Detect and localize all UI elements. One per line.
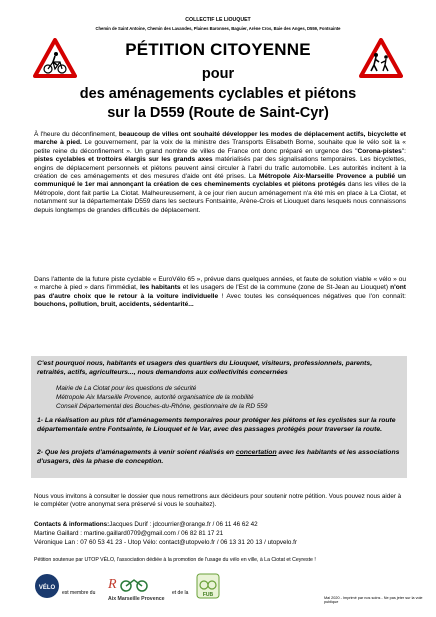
support-text: Pétition soutenue par UTOP VÉLO, l'association dédiée à la promotion de l'usage du vélo en ville, à La Ciotat et Ceyreste !: [34, 557, 316, 563]
fub-logo: [196, 573, 220, 599]
fub-logo-text: FUB: [202, 592, 214, 598]
utopvelo-logo-text: VÉLO: [38, 585, 56, 591]
demand-1: 1- La réalisation au plus tôt d'aménagements temporaires pour protéger les piétons et les cyclistes sur la route départementale entre Fontsainte, le Liouquet et le Var, avec des passages protégés pour traverser la route.: [37, 417, 396, 433]
fine-print: Mai 2020 - Imprimé par nos soins - Ne pas jeter sur la voie publique: [324, 596, 423, 604]
contact-line-2: Martine Gaillard : martine.gaillard0709@gmail.com / 06 82 81 17 21: [34, 530, 224, 537]
invite-text: Nous vous invitons à consulter le dossier que nous remettrons aux décideurs pour soutenir notre pétition. Vous pouvez nous aider à le compléter (votre anonymat sera préservé si vous le souhaitez).: [34, 493, 402, 509]
intro-paragraph: À l'heure du déconfinement, beaucoup de villes ont souhaité développer les modes de déplacement actifs, bicyclette et marche à pied. Le gouvernement, par la voix de la ministre des Transports Elisabeth Borne, souhaite que le vélo soit la « petite reine du déconfinement ». Un grand nombre de villes de France ont donc préparé en urgence des "Corona-pistes": pistes cyclables et trottoirs élargis sur les grands axes matérialisés par des signalisations temporaires. Les bicyclettes, engins de déplacement personnels et piétons peuvent ainsi circuler à l'abri du trafic automobile. Les autorités incitent à la création de ces aménagements et des mesures d'aide ont été prises. La Métropole Aix-Marseille Provence a publié un communiqué le 1er mai annonçant la création de ces cheminements cyclables et piétons protégés dans les villes de la Métropole, dont fait partie La Ciotat. Malheureusement, à ce jour rien aucun aménagement n'a été mis en place à La Ciotat, et notamment sur la départementale D559 dans les secteurs Fontsainte, Arène-Crois et Liouquet dans lesquels nous connaissons depuis longtemps de grandes difficultés de déplacement.: [34, 131, 407, 214]
addressee-metropole: Métropole Aix Marseille Provence, autorité organisatrice de la mobilité: [56, 394, 254, 401]
petition-title: PÉTITION CITOYENNE: [125, 40, 311, 59]
title-subject: des aménagements cyclables et piétons: [79, 86, 357, 102]
demand-2: 2- Que les projets d'aménagements à venir soient réalisés en concertation avec les habitants et les associations d'usagers, dès la phase de conception.: [37, 449, 400, 465]
addressee-mairie: Mairie de La Ciotat pour les questions de sécurité: [56, 385, 197, 392]
utopvelo-logo: [34, 573, 60, 599]
demands-intro: C'est pourquoi nous, habitants et usagers des quartiers du Liouquet, visiteurs, professionnels, parents, retraités, actifs, agriculteurs..., nous demandons aux collectivités concernées: [37, 360, 373, 376]
title-pour: pour: [201, 66, 235, 82]
collective-name: COLLECTIF LE LIOUQUET: [185, 17, 251, 23]
collective-streets: Chemin de Saint Antoine, Chemin des Lavandes, Plaines Baronnes, Baguier, Arène Cros, Baie des Anges, D559, Fontsainte: [95, 26, 341, 31]
contact-line-1: Contacts & informations:Jacques Durif : jdcourrier@orange.fr / 06 11 46 62 42: [34, 521, 258, 528]
context-paragraph: Dans l'attente de la future piste cyclable « EuroVélo 65 », prévue dans quelques années, et faute de solution viable « vélo » ou « marche à pied » dans l'immédiat, les habitants et les usagers de l'Est de la commune (zone de St-Jean au Liouquet) n'ont pas d'autre choix que le retour à la voiture individuelle ! Avec toutes les conséquences négatives que l'on connaît: bouchons, pollution, bruit, accidents, sédentarité...: [34, 276, 407, 309]
metropole-logo-caption: Aix Marseille Provence: [108, 596, 165, 602]
footer-and-of: et de la: [172, 590, 189, 596]
svg-text:R: R: [108, 577, 117, 592]
footer-member-of: est membre du: [62, 590, 96, 596]
addressee-departement: Conseil Départemental des Bouches-du-Rhône, gestionnaire de la RD 559: [56, 403, 268, 410]
title-road: sur la D559 (Route de Saint-Cyr): [107, 105, 329, 121]
contact-line-3: Véronique Lan : 07 60 53 41 23 - Utop Vélo: contact@utopvelo.fr / 06 13 31 20 13 / utopvelo.fr: [34, 539, 297, 546]
metropole-velo-logo: [104, 572, 164, 596]
